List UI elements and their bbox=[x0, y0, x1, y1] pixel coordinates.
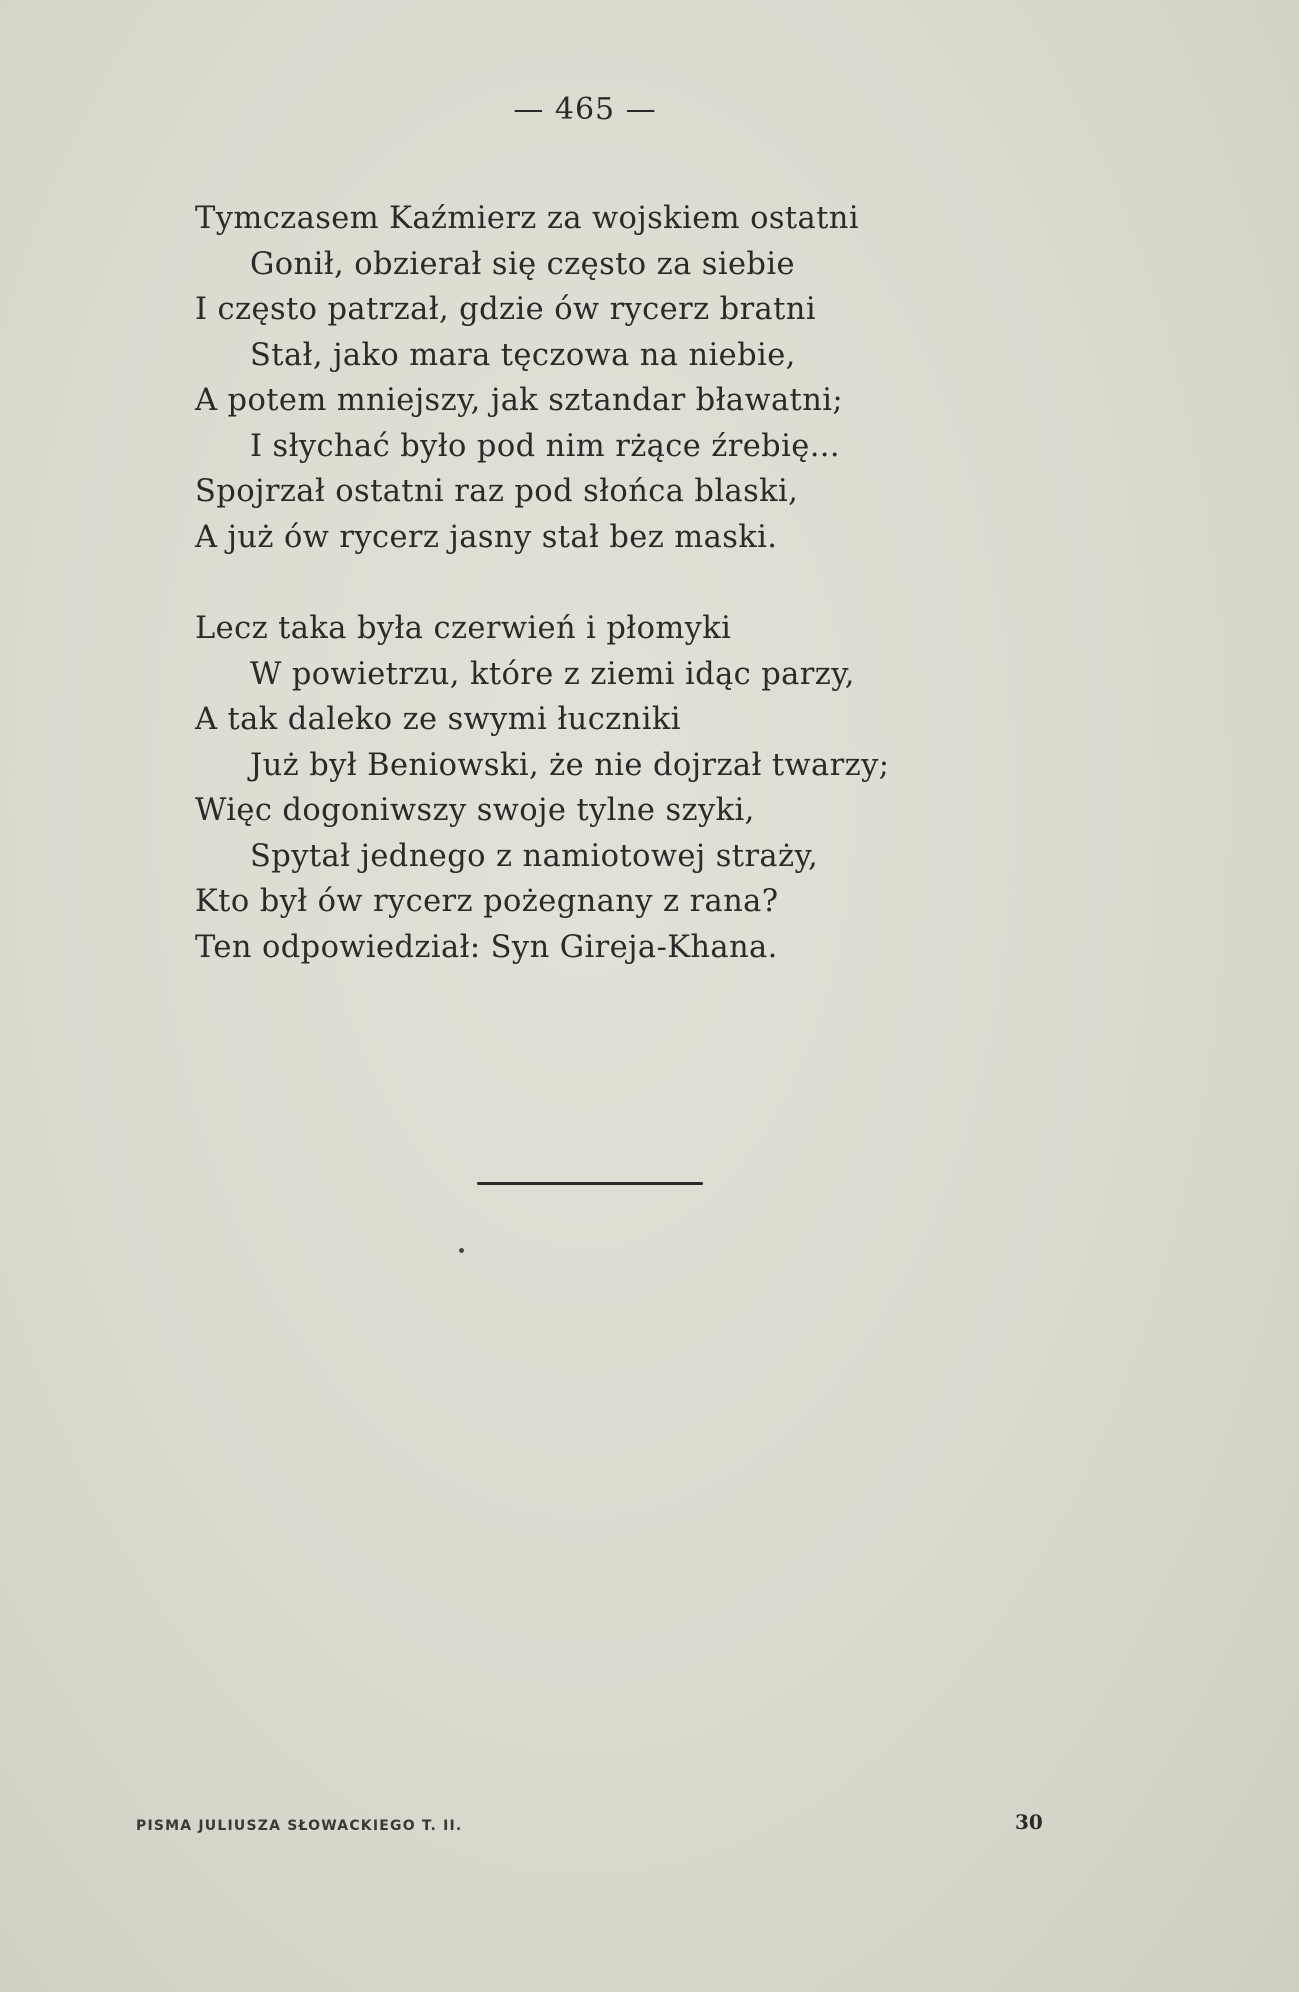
footer-sheet-number: 30 bbox=[1015, 1810, 1043, 1834]
verse-line: Ten odpowiedział: Syn Gireja-Khana. bbox=[195, 929, 778, 965]
stanza-2 bbox=[195, 606, 1195, 970]
verse-line: Więc dogoniwszy swoje tylne szyki, bbox=[195, 793, 755, 828]
verse-line: Stał, jako mara tęczowa na niebie, bbox=[250, 337, 796, 373]
verse-line: Tymczasem Kaźmierz za wojskiem ostatni bbox=[195, 201, 859, 236]
verse-line: Gonił, obzierał się często za siebie bbox=[250, 246, 795, 282]
footer-signature: PISMA JULIUSZA SŁOWACKIEGO T. II. bbox=[136, 1818, 463, 1834]
section-end-rule bbox=[477, 1182, 703, 1185]
verse-line: I często patrzał, gdzie ów rycerz bratni bbox=[195, 292, 816, 327]
verse-line: A tak daleko ze swymi łuczniki bbox=[195, 702, 681, 737]
verse-line: Już był Beniowski, że nie dojrzał twarzy; bbox=[250, 747, 890, 783]
verse-line: Spytał jednego z namiotowej straży, bbox=[250, 838, 819, 874]
verse-line: Lecz taka była czerwień i płomyki bbox=[195, 611, 732, 646]
stanza-1 bbox=[195, 196, 1195, 560]
verse-line: I słychać było pod nim rżące źrebię... bbox=[250, 428, 840, 464]
verse-line: Kto był ów rycerz pożegnany z rana? bbox=[195, 884, 779, 919]
page-number: — 465 — bbox=[513, 92, 657, 127]
verse-line: A potem mniejszy, jak sztandar bławatni; bbox=[195, 383, 844, 418]
verse-line: Spojrzał ostatni raz pod słońca blaski, bbox=[195, 474, 799, 509]
verse-line: W powietrzu, które z ziemi idąc parzy, bbox=[250, 656, 855, 692]
verse-line: A już ów rycerz jasny stał bez maski. bbox=[195, 519, 778, 555]
ink-speck bbox=[459, 1248, 464, 1253]
